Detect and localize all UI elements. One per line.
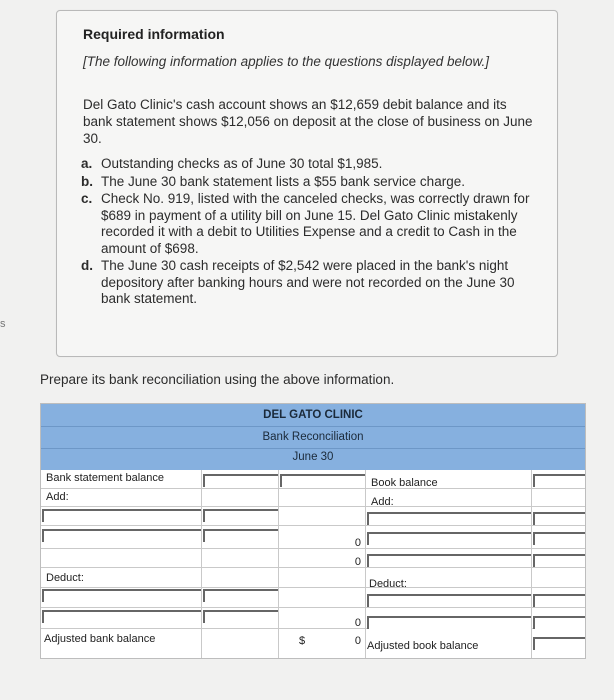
bank-deduct-total: 0	[354, 617, 361, 629]
book-add-item-input[interactable]	[367, 532, 531, 545]
instruction-text: Prepare its bank reconciliation using the above information.	[40, 372, 395, 387]
info-item-text: Outstanding checks as of June 30 total $1,985.	[101, 156, 383, 171]
info-item-text: Check No. 919, listed with the canceled checks, was correctly drawn for $689 in payment of a utility bill on June 15. Del Gato Clinic mistakenly recorded it with a debit to Utilities Expense and a credit to Cash in the amount of $698.	[101, 191, 530, 256]
bank-statement-balance-amount[interactable]	[280, 474, 365, 487]
book-deduct-item-input[interactable]	[367, 616, 531, 629]
grid-line	[278, 470, 279, 658]
grid-line	[41, 548, 585, 549]
info-item-d	[81, 258, 543, 308]
book-add-amount-input[interactable]	[533, 532, 585, 545]
bank-statement-balance-label: Bank statement balance	[46, 472, 165, 484]
statement-date: June 30	[292, 451, 334, 463]
bank-deduct-amount-input[interactable]	[203, 589, 278, 602]
header-divider	[41, 448, 585, 449]
adjusted-bank-balance-value: 0	[354, 635, 361, 647]
book-add-item-input[interactable]	[367, 512, 531, 525]
book-balance-amount[interactable]	[533, 474, 585, 487]
adjusted-book-balance-label: Adjusted book balance	[367, 640, 479, 652]
info-item-letter: a.	[81, 156, 93, 171]
book-deduct-item-input[interactable]	[367, 594, 531, 607]
book-balance-label: Book balance	[371, 477, 438, 489]
book-deduct-amount-input[interactable]	[533, 616, 585, 629]
info-body: Del Gato Clinic's cash account shows an $12,659 debit balance and its bank statement shows $12,056 on deposit at the close of business on June 30.	[83, 97, 533, 146]
bank-add-total: 0	[354, 537, 361, 549]
currency-symbol: $	[299, 635, 306, 647]
book-deduct-label: Deduct:	[369, 578, 407, 590]
required-information-panel	[56, 10, 558, 357]
info-item-text: The June 30 cash receipts of $2,542 were placed in the bank's night depository after banking hours and were not recorded on the June 30 bank statement.	[101, 258, 515, 306]
info-item-b	[81, 174, 543, 191]
adjusted-bank-balance-label: Adjusted bank balance	[44, 633, 156, 645]
book-add-label: Add:	[371, 496, 394, 508]
grid-line	[41, 506, 585, 507]
grid-line	[41, 525, 585, 526]
info-item-c	[81, 191, 543, 257]
page-edge-letter: s	[0, 318, 6, 330]
grid-line	[41, 587, 585, 588]
book-add-amount-input[interactable]	[533, 512, 585, 525]
statement-title: Bank Reconciliation	[262, 431, 364, 443]
book-add-item-input[interactable]	[367, 554, 531, 567]
info-list	[81, 156, 543, 309]
bank-deduct-label: Deduct:	[46, 572, 84, 584]
header-divider	[41, 426, 585, 427]
bank-add-item-input[interactable]	[42, 509, 201, 522]
bank-deduct-amount-input[interactable]	[203, 610, 278, 623]
grid-line	[41, 567, 585, 568]
bank-add-item-input[interactable]	[42, 529, 201, 542]
bank-deduct-item-input[interactable]	[42, 610, 201, 623]
grid-line	[41, 607, 585, 608]
bank-subtotal: 0	[354, 556, 361, 568]
adjusted-book-balance-amount[interactable]	[533, 637, 585, 650]
grid-line	[531, 470, 532, 658]
grid-line	[41, 488, 585, 489]
grid-line	[201, 470, 202, 658]
info-note: [The following information applies to the questions displayed below.]	[83, 54, 489, 69]
info-item-text: The June 30 bank statement lists a $55 bank service charge.	[101, 173, 465, 189]
book-add-amount-input[interactable]	[533, 554, 585, 567]
bank-add-label: Add:	[46, 491, 69, 503]
info-item-a	[81, 156, 543, 173]
bank-add-amount-input[interactable]	[203, 509, 278, 522]
bank-statement-balance-input[interactable]	[203, 474, 278, 487]
info-item-letter: b.	[81, 173, 93, 189]
bank-add-amount-input[interactable]	[203, 529, 278, 542]
company-name: DEL GATO CLINIC	[263, 409, 363, 421]
info-item-letter: c.	[81, 191, 93, 206]
grid-line	[365, 470, 366, 658]
bank-reconciliation-table	[40, 403, 586, 659]
info-title: Required information	[83, 26, 225, 42]
book-deduct-amount-input[interactable]	[533, 594, 585, 607]
info-item-letter: d.	[81, 258, 93, 273]
table-header	[41, 404, 585, 470]
bank-deduct-item-input[interactable]	[42, 589, 201, 602]
